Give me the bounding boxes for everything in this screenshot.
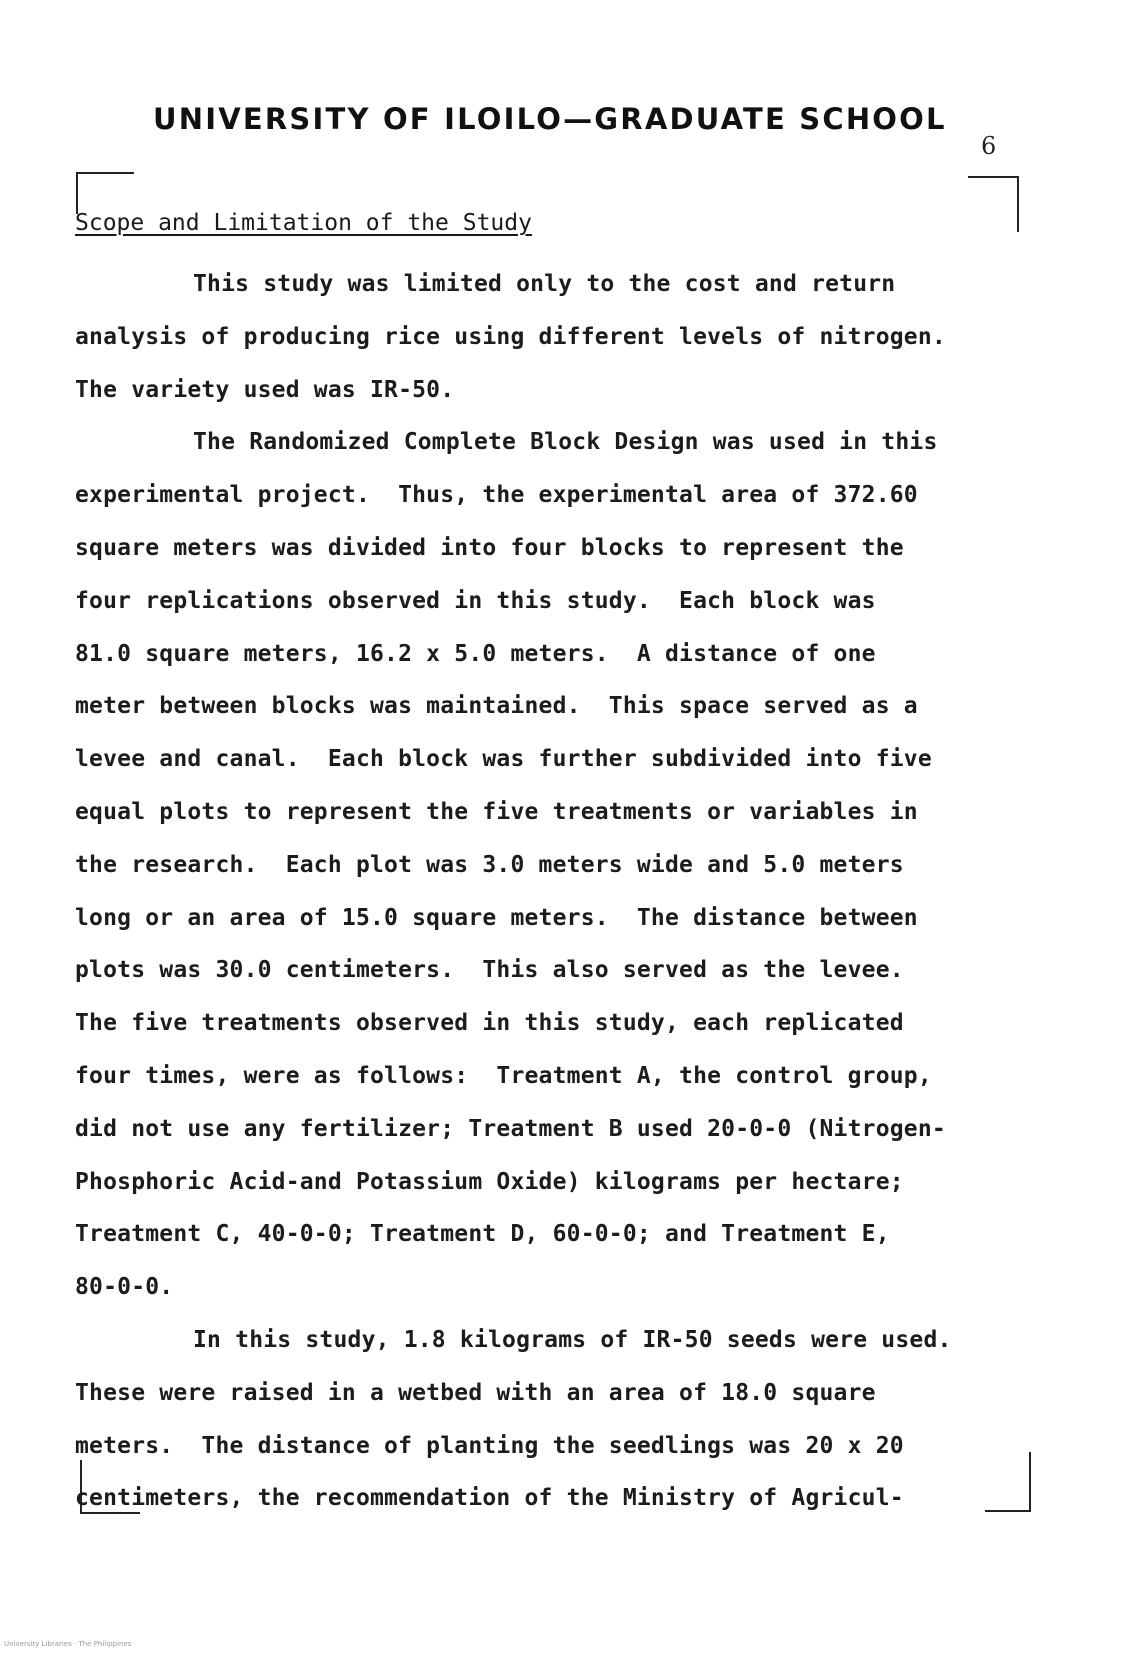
text-line: The variety used was IR-50.: [75, 376, 455, 403]
text-line: square meters was divided into four blocks to represent the: [75, 534, 904, 561]
text-line: four times, were as follows: Treatment A, the control group,: [75, 1062, 932, 1089]
text-line: The five treatments observed in this study, each replicated: [75, 1010, 904, 1037]
text-line: experimental project. Thus, the experimental area of 372.60: [75, 482, 918, 509]
text-line: meter between blocks was maintained. This space served as a: [75, 693, 918, 720]
text-line: the research. Each plot was 3.0 meters wide and 5.0 meters: [75, 851, 904, 878]
body-text: [75, 258, 1075, 1525]
text-line: long or an area of 15.0 square meters. The distance between: [75, 904, 918, 931]
school-header: UNIVERSITY OF ILOILO—GRADUATE SCHOOL: [153, 102, 947, 136]
text-line: levee and canal. Each block was further subdivided into five: [75, 746, 932, 773]
frame-corner-top-right: [968, 176, 1019, 232]
text-line: equal plots to represent the five treatments or variables in: [75, 798, 918, 825]
text-line: 81.0 square meters, 16.2 x 5.0 meters. A distance of one: [75, 640, 876, 667]
text-line: 80-0-0.: [75, 1274, 174, 1301]
text-line: plots was 30.0 centimeters. This also served as the levee.: [75, 957, 904, 984]
text-line: This study was limited only to the cost and return: [193, 271, 896, 297]
paragraph-2: [75, 416, 1075, 1314]
text-line: These were raised in a wetbed with an area of 18.0 square: [75, 1379, 876, 1406]
section-title: Scope and Limitation of the Study: [75, 210, 532, 236]
text-line: In this study, 1.8 kilograms of IR-50 seeds were used.: [193, 1326, 952, 1353]
frame-corner-top-left: [76, 172, 134, 214]
text-line: The Randomized Complete Block Design was used in this: [193, 429, 938, 456]
text-line: Phosphoric Acid-and Potassium Oxide) kilograms per hectare;: [75, 1168, 904, 1195]
text-line: did not use any fertilizer; Treatment B used 20-0-0 (Nitrogen-: [75, 1115, 946, 1142]
footer-note: University Libraries · The Philippines: [4, 1640, 132, 1648]
text-line: meters. The distance of planting the seedlings was 20 x 20: [75, 1432, 904, 1459]
paragraph-3: [75, 1314, 1075, 1525]
page-number: 6: [981, 132, 997, 160]
text-line: analysis of producing rice using different levels of nitrogen.: [75, 323, 946, 350]
text-line: Treatment C, 40-0-0; Treatment D, 60-0-0; and Treatment E,: [75, 1221, 890, 1248]
text-line: centimeters, the recommendation of the Ministry of Agricul-: [75, 1485, 904, 1512]
paragraph-1: [75, 258, 1075, 416]
text-line: four replications observed in this study. Each block was: [75, 587, 876, 614]
